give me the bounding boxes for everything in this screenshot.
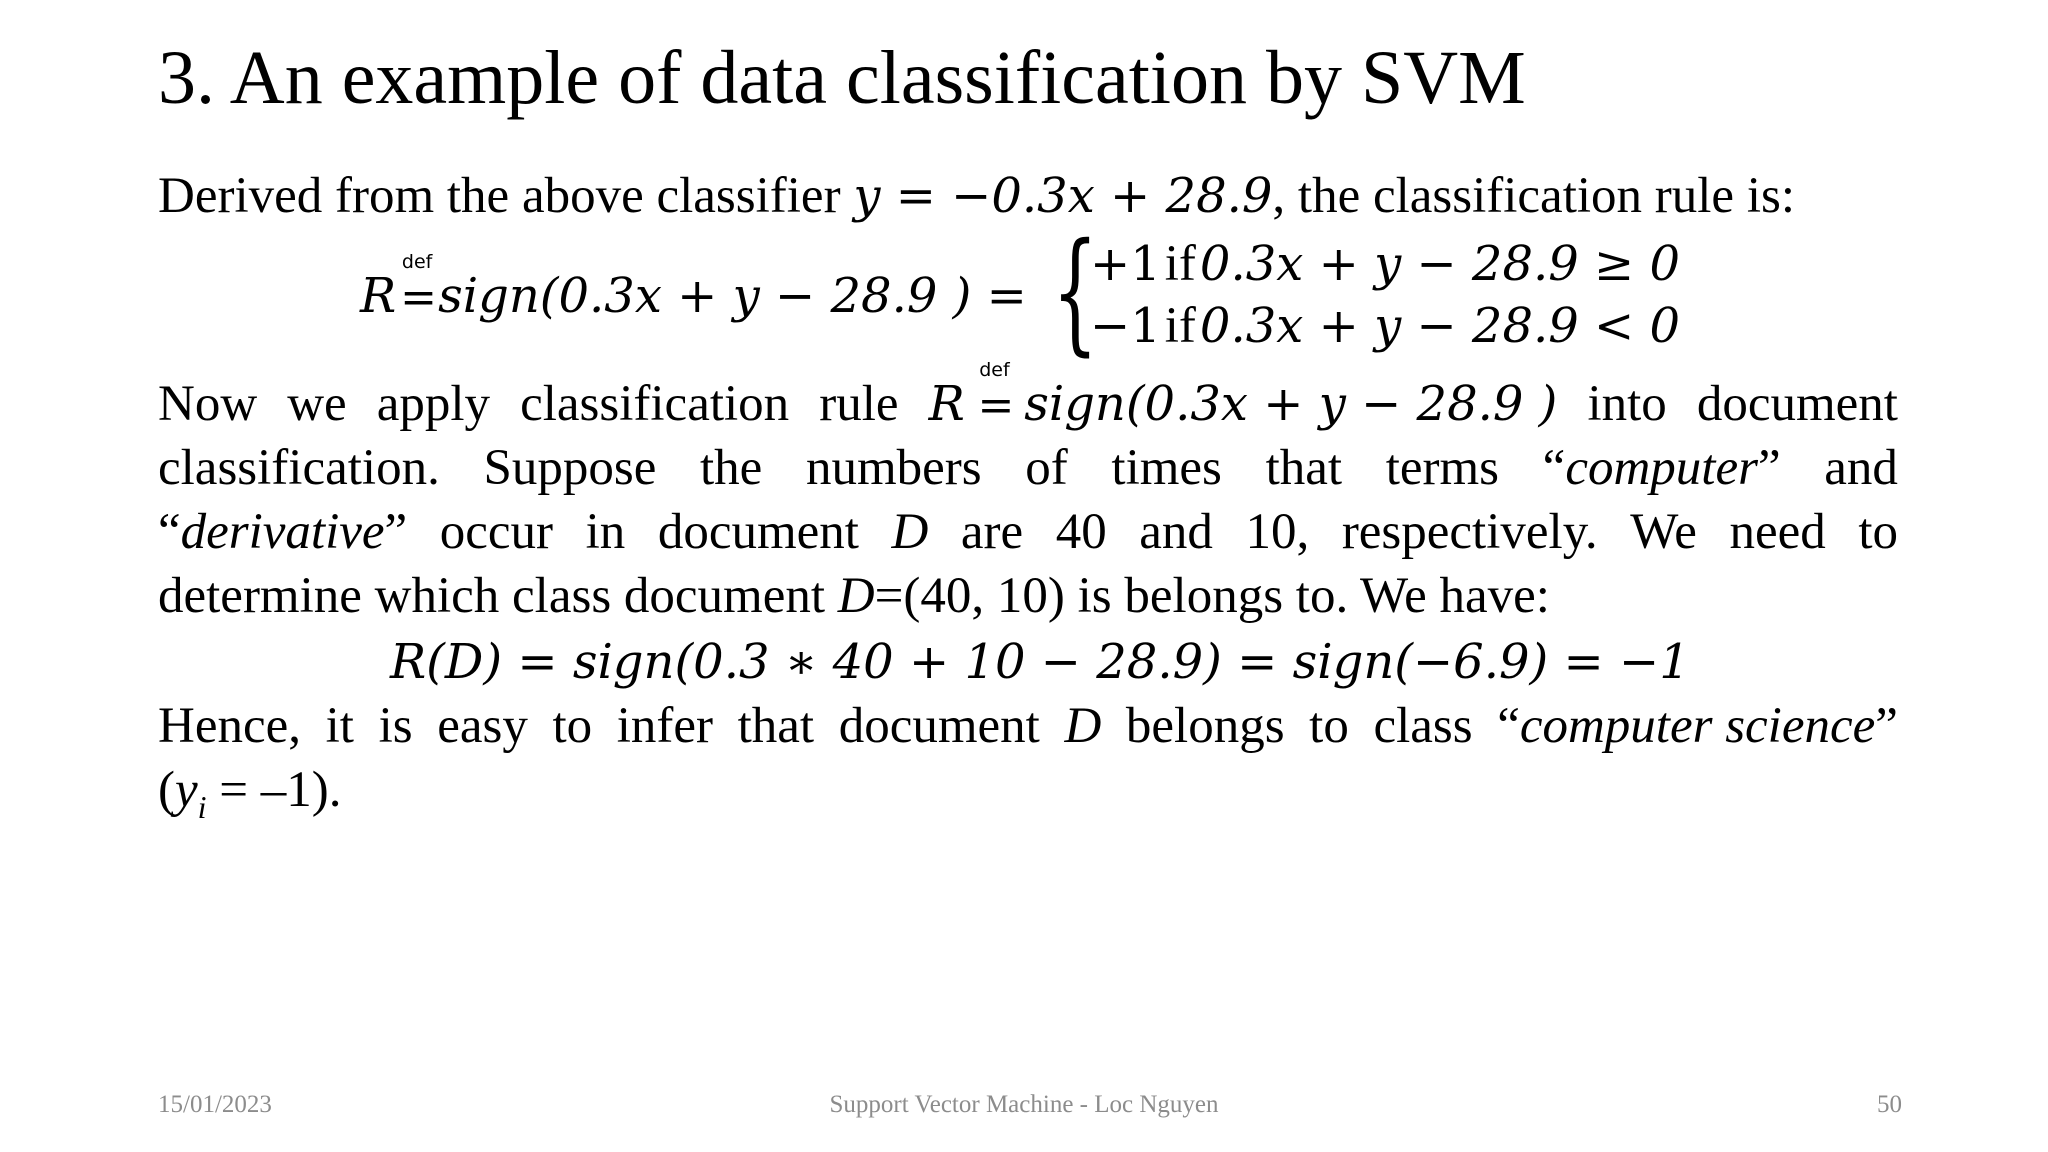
word: it [325,698,354,754]
word: easy [437,698,528,754]
document-symbol: D [837,568,875,624]
paren-open: ( [158,762,175,818]
word: is [378,698,413,754]
conclusion-line-2 [158,758,1898,839]
word: We [1630,504,1697,560]
label-variable: y [174,762,198,818]
intro-text-before: Derived from the above classifier [158,168,854,224]
word: infer [616,698,713,754]
slide-title: 3. An example of data classification by SVM [158,36,1526,120]
word: to [552,698,593,754]
word: document [1696,376,1898,432]
intro-text-after: , the classification rule is: [1272,168,1796,224]
case-negative-value: −1 [1090,298,1161,354]
word: and [1824,440,1898,496]
word: respectively. [1341,504,1598,560]
rule-symbol: R [360,268,397,324]
word: are [960,504,1024,560]
case-positive-condition: 0.3x + y − 28.9 ≥ 0 [1199,236,1681,292]
word: in [585,504,626,560]
rule-lhs [360,251,1027,340]
paragraph-line-1 [158,359,1898,438]
word: that [1265,440,1343,496]
def-label: def [401,251,433,273]
word: document [657,504,859,560]
paragraph-line-4 [158,564,1898,628]
intro-line [158,164,1898,228]
left-brace-icon: { [1052,215,1099,369]
word: occur [439,504,554,560]
rule-expression: sign(0.3x + y − 28.9 ) = [438,268,1027,324]
line4-after: =(40, 10) is belongs to. We have: [874,568,1550,624]
word: Now [158,376,258,432]
def-equals-inline: = [977,380,1015,431]
def-label-inline: def [979,359,1010,381]
word: times [1111,440,1222,496]
word: terms [1385,440,1500,496]
paragraph-line-3 [158,500,1898,564]
case-positive-if: if [1164,236,1196,292]
def-equals-symbol [400,251,438,330]
word: of [1025,440,1068,496]
word: belongs [1125,698,1285,754]
classification-rule [360,215,1760,369]
word: class [1373,698,1473,754]
label-subscript: i [197,789,207,825]
word: numbers [805,440,982,496]
case-negative-condition: 0.3x + y − 28.9 < 0 [1199,298,1681,354]
rule-symbol-inline: R [928,376,965,432]
word: to [1858,504,1898,560]
rule-case-negative [1090,294,1680,370]
class-name-text: computer science [1519,698,1876,754]
word: classification [520,376,790,432]
term-derivative-text: derivative [180,504,385,560]
word: classification. [158,440,440,496]
rule-expression-inline: sign(0.3x + y − 28.9 ) [1024,376,1558,432]
line4-before: determine which class document [158,568,838,624]
footer-title: Support Vector Machine - Loc Nguyen [829,1091,1219,1118]
word: need [1729,504,1826,560]
term-derivative: “derivative” [158,504,408,560]
word: we [287,376,347,432]
word: into [1587,376,1667,432]
word: Suppose [483,440,657,496]
term-computer: “computer” [1542,440,1781,496]
paragraph-line-2 [158,436,1898,500]
word: and [1139,504,1213,560]
classifier-equation: y = −0.3x + 28.9 [853,168,1273,224]
word: document [838,698,1040,754]
word: to [1309,698,1349,754]
word: 10, [1245,504,1310,560]
footer-date: 15/01/2023 [158,1091,272,1118]
def-equals-symbol-inline [977,359,1015,438]
word: 40 [1055,504,1107,560]
word: that [737,698,815,754]
case-negative-if: if [1164,298,1196,354]
word: rule [819,376,899,432]
conclusion-line-1 [158,694,1898,758]
class-name: “computer science” [1497,698,1898,754]
document-symbol: D [1064,698,1102,754]
word: apply [376,376,491,432]
footer-page-number: 50 [1877,1091,1902,1118]
def-equals: = [400,272,438,323]
word: the [700,440,763,496]
case-positive-value: +1 [1090,236,1161,292]
term-computer-text: computer [1565,440,1758,496]
inline-rule [928,359,1558,438]
label-value: = –1). [206,762,342,818]
result-equation: R(D) = sign(0.3 ∗ 40 + 10 − 28.9) = sign(−6.9) = −1 [390,634,1690,690]
document-symbol: D [891,504,929,560]
word: Hence, [158,698,301,754]
